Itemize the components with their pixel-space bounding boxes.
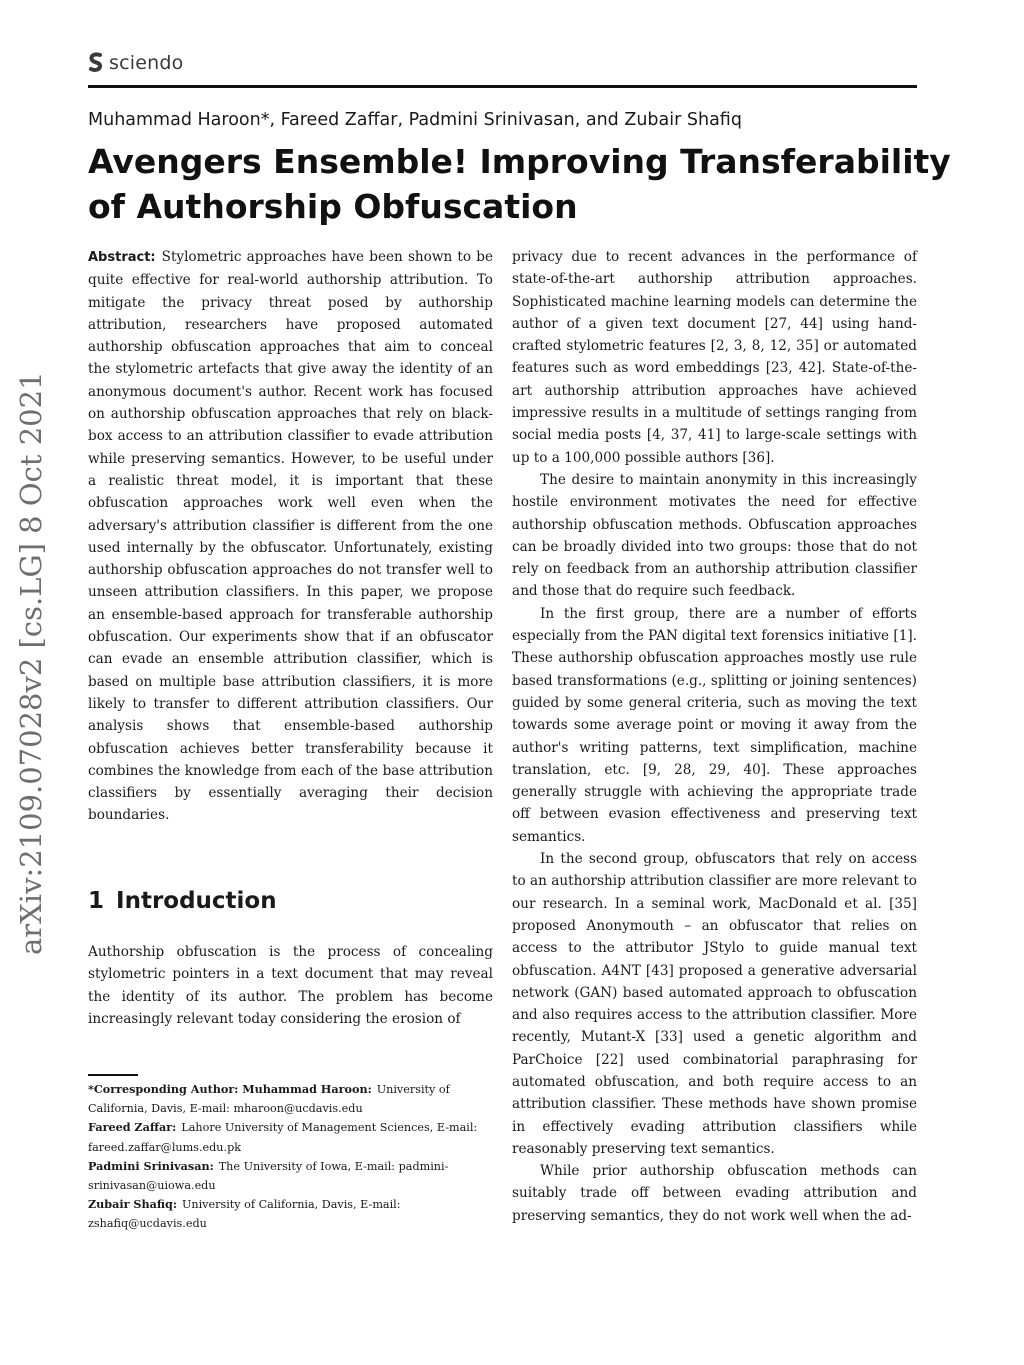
abstract-text: Stylometric approaches have been shown to be quite effective for real-world authorship attribution. To mitigate the privacy threat posed by authorship attribution, researchers have proposed automated authorship obfuscation approaches that aim to conceal the stylometric artefacts that give away the identity of an anonymous document's author. Recent work has focused on authorship obfuscation approaches that rely on black-box access to an attribution classifier to evade attribution while preserving semantics. However, to be useful under a realistic threat model, it is important that these obfuscation approaches work well even when the adversary's attribution classifier is different from the one used internally by the obfuscator. Unfortunately, existing authorship obfuscation approaches do not transfer well to unseen attribution classifiers. In this paper, we propose an ensemble-based approach for transferable authorship obfuscation. Our experiments show that if an obfuscator can evade an ensemble attribution classifier, which is based on multiple base attribution classifiers, it is more likely to transfer to different attribution classifiers. Our analysis shows that ensemble-based authorship obfuscation achieves better transferability because it combines the knowledge from each of the base attribution classifiers by essentially averaging their decision boundaries. xyxy=(88,249,493,824)
sciendo-logo xyxy=(88,52,183,74)
header-rule xyxy=(88,85,917,88)
sciendo-logo-icon xyxy=(88,52,104,74)
abstract-label: Abstract: xyxy=(88,250,156,265)
title-line-2: of Authorship Obfuscation xyxy=(88,187,578,226)
body-paragraph: In the first group, there are a number of efforts especially from the PAN digital text forensics initiative [1]. These authorship obfuscation approaches mostly use rule based transformations (e.g., splitting or joining sentences) guided by some general criteria, such as moving the text towards some average point or moving it away from the author's writing patterns, text simplification, machine translation, etc. [9, 28, 29, 40]. These approaches generally struggle with achieving the appropriate trade off between evasion effectiveness and preserving text semantics. xyxy=(512,605,917,845)
body-paragraph: The desire to maintain anonymity in this increasingly hostile environment motivates the need for effective authorship obfuscation methods. Obfuscation approaches can be broadly divided into two groups: those that do not rely on feedback from an authorship attribution classifier and those that do require such feedback. xyxy=(512,471,917,600)
body-paragraph: While prior authorship obfuscation methods can suitably trade off between evading attribution and preserving semantics, they do not work well when the ad- xyxy=(512,1163,917,1224)
title-line-1: Avengers Ensemble! Improving Transferability xyxy=(88,142,951,181)
section-title: Introduction xyxy=(116,888,277,914)
arxiv-identifier: arXiv:2109.07028v2 [cs.LG] 8 Oct 2021 xyxy=(14,371,48,955)
footnote-rule xyxy=(88,1074,138,1076)
abstract xyxy=(88,246,493,827)
footnotes xyxy=(88,1080,493,1234)
paper-title xyxy=(88,139,951,229)
sciendo-logo-text: sciendo xyxy=(109,52,184,74)
footnote-item: Fareed Zaffar: Lahore University of Management Sciences, E-mail: fareed.zaffar@lums.edu.pk xyxy=(88,1120,478,1154)
author-list: Muhammad Haroon*, Fareed Zaffar, Padmini Srinivasan, and Zubair Shafiq xyxy=(88,110,742,130)
section-heading-introduction xyxy=(88,888,277,914)
section-number: 1 xyxy=(88,888,105,914)
right-column xyxy=(512,246,917,1227)
footnote-item: Zubair Shafiq: University of California, Davis, E-mail: zshafiq@ucdavis.edu xyxy=(88,1197,401,1231)
footnote-item: *Corresponding Author: Muhammad Haroon: University of California, Davis, E-mail: mharoon@ucdavis.edu xyxy=(88,1082,450,1116)
body-paragraph: In the second group, obfuscators that rely on access to an authorship attribution classifier are more relevant to our research. In a seminal work, MacDonald et al. [35] proposed Anonymouth – an obfuscator that relies on access to the attributor JStylo to guide manual text obfuscation. A4NT [43] proposed a generative adversarial network (GAN) based automated approach to obfuscation and also requires access to the attribution classifier. More recently, Mutant-X [33] used a genetic algorithm and ParChoice [22] used combinatorial paraphrasing for automated obfuscation, and both require access to an attribution classifier. These methods have shown promise in effectively evading attribution classifiers while reasonably preserving text semantics. xyxy=(512,851,917,1157)
footnote-item: Padmini Srinivasan: The University of Iowa, E-mail: padmini-srinivasan@uiowa.edu xyxy=(88,1158,449,1193)
introduction-paragraph: Authorship obfuscation is the process of concealing stylometric pointers in a text document that may reveal the identity of its author. The problem has become increasingly relevant today considering the erosion of xyxy=(88,944,493,1027)
body-paragraph: privacy due to recent advances in the performance of state-of-the-art authorship attribution approaches. Sophisticated machine learning models can determine the author of a given text document [27, 44] using hand-crafted stylometric features [2, 3, 8, 12, 35] or automated features such as word embeddings [23, 42]. State-of-the-art authorship attribution approaches have achieved impressive results in a multitude of settings ranging from social media posts [4, 37, 41] to large-scale settings with up to a 100,000 possible authors [36]. xyxy=(512,249,917,466)
